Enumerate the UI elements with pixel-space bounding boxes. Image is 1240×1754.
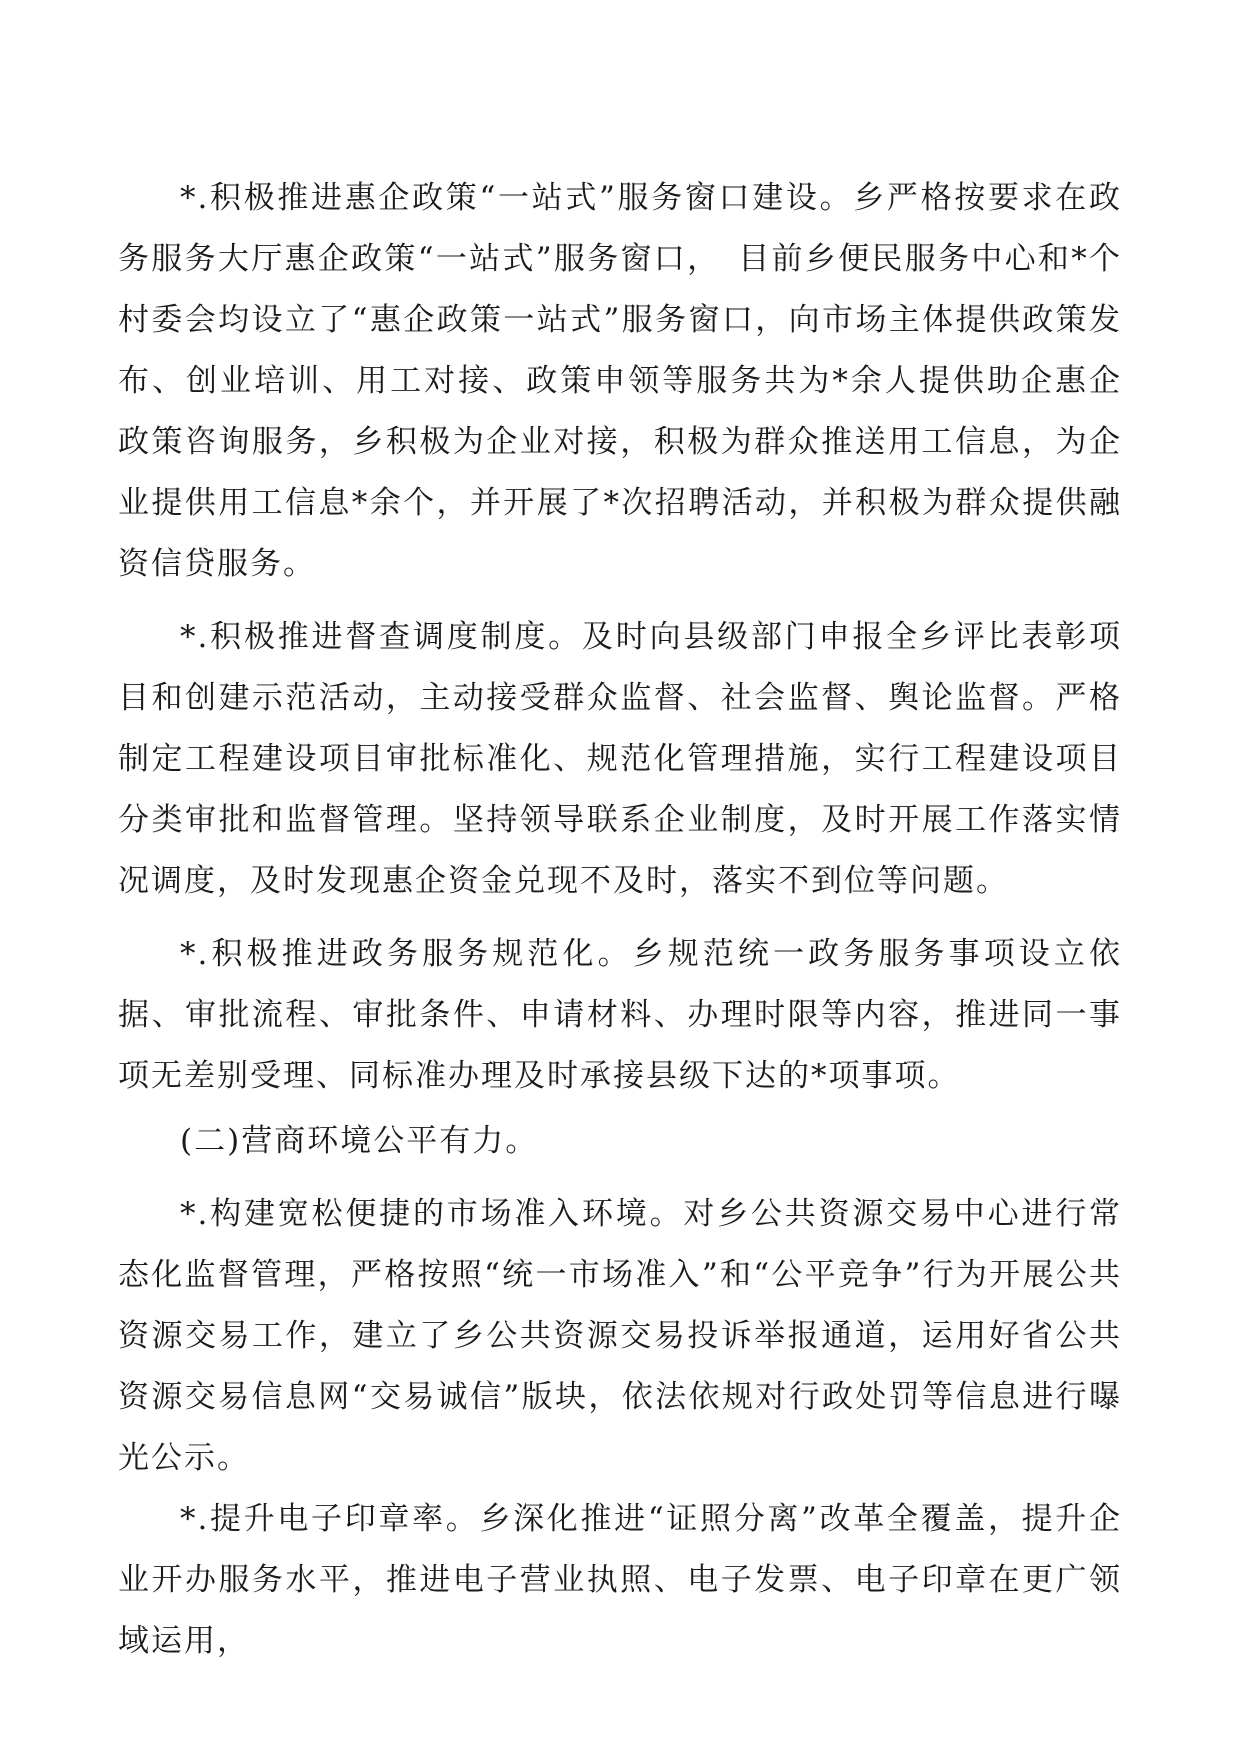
- paragraph-market-access: *.构建宽松便捷的市场准入环境。对乡公共资源交易中心进行常态化监督管理，严格按照“统一市场准入”和“公平竞争”行为开展公共资源交易工作，建立了乡公共资源交易投诉举报通道，运用好省公共资源交易信息网“交易诚信”版块，依法依规对行政处罚等信息进行曝光公示。: [118, 1196, 1122, 1476]
- document-body: [118, 168, 1122, 1672]
- paragraph-supervision: *.积极推进督查调度制度。及时向县级部门申报全乡评比表彰项目和创建示范活动，主动接受群众监督、社会监督、舆论监督。严格制定工程建设项目审批标准化、规范化管理措施，实行工程建设项目分类审批和监督管理。坚持领导联系企业制度，及时开展工作落实情况调度，及时发现惠企资金兑现不及时，落实不到位等问题。: [118, 619, 1122, 899]
- paragraph-policy-window: *.积极推进惠企政策“一站式”服务窗口建设。乡严格按要求在政务服务大厅惠企政策“一站式”服务窗口， 目前乡便民服务中心和*个村委会均设立了“惠企政策一站式”服务窗口，向市场主体提供政策发布、创业培训、用工对接、政策申领等服务共为*余人提供助企惠企政策咨询服务，乡积极为企业对接，积极为群众推送用工信息，为企业提供用工信息*余个，并开展了*次招聘活动，并积极为群众提供融资信贷服务。: [118, 180, 1122, 582]
- paragraph-service-standardization: *.积极推进政务服务规范化。乡规范统一政务服务事项设立依据、审批流程、审批条件、申请材料、办理时限等内容，推进同一事项无差别受理、同标准办理及时承接县级下达的*项事项。: [118, 936, 1122, 1094]
- paragraph-e-seal: *.提升电子印章率。乡深化推进“证照分离”改革全覆盖，提升企业开办服务水平，推进电子营业执照、电子发票、电子印章在更广领域运用，: [118, 1501, 1122, 1659]
- section-heading: (二)营商环境公平有力。: [180, 1123, 539, 1159]
